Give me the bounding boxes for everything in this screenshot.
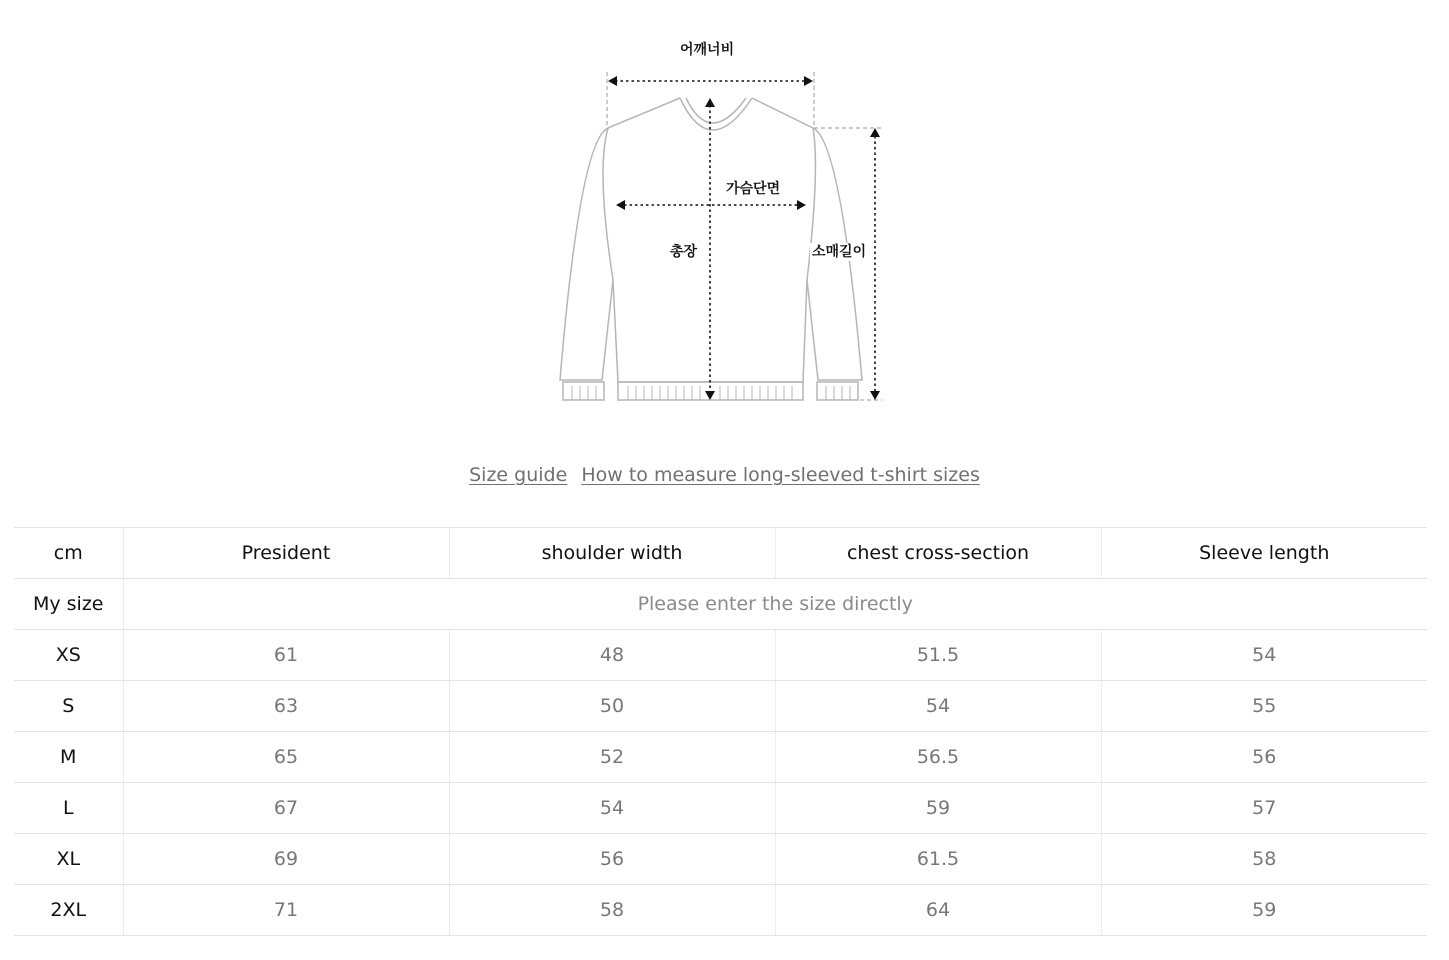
table-cell: 59	[775, 783, 1101, 834]
sleeve-length-label: 소매길이	[812, 244, 867, 260]
table-cell: 65	[123, 732, 449, 783]
size-label: M	[14, 732, 123, 783]
table-cell: 56	[449, 834, 775, 885]
table-cell: 61	[123, 630, 449, 681]
table-cell: 71	[123, 885, 449, 936]
table-cell: 51.5	[775, 630, 1101, 681]
my-size-row	[14, 579, 1427, 630]
table-cell: 54	[1101, 630, 1427, 681]
size-guide-links	[0, 464, 1449, 486]
table-cell: 64	[775, 885, 1101, 936]
table-header-row	[14, 528, 1427, 579]
long-sleeve-tshirt-illustration	[540, 30, 910, 420]
size-label: S	[14, 681, 123, 732]
table-row	[14, 681, 1427, 732]
total-length-header: President	[123, 528, 449, 579]
table-cell: 55	[1101, 681, 1427, 732]
chest-width-label: 가슴단면	[726, 181, 781, 197]
table-cell: 61.5	[775, 834, 1101, 885]
size-chart-table	[14, 527, 1427, 936]
table-cell: 54	[775, 681, 1101, 732]
how-to-measure-link[interactable]: How to measure long-sleeved t-shirt sizes	[581, 464, 980, 486]
table-cell: 56.5	[775, 732, 1101, 783]
table-cell: 57	[1101, 783, 1427, 834]
my-size-label: My size	[14, 579, 123, 630]
table-cell: 67	[123, 783, 449, 834]
size-guide-link[interactable]: Size guide	[469, 464, 568, 486]
table-cell: 52	[449, 732, 775, 783]
table-cell: 58	[449, 885, 775, 936]
shoulder-width-header: shoulder width	[449, 528, 775, 579]
table-cell: 48	[449, 630, 775, 681]
unit-header: cm	[14, 528, 123, 579]
table-row	[14, 885, 1427, 936]
garment-measurement-diagram	[540, 30, 910, 420]
total-length-label: 총장	[670, 244, 698, 260]
table-row	[14, 732, 1427, 783]
shoulder-width-label: 어깨너비	[680, 42, 735, 58]
table-cell: 54	[449, 783, 775, 834]
size-label: L	[14, 783, 123, 834]
my-size-input[interactable]: Please enter the size directly	[123, 579, 1427, 630]
chest-header: chest cross-section	[775, 528, 1101, 579]
size-label: 2XL	[14, 885, 123, 936]
size-label: XL	[14, 834, 123, 885]
table-cell: 58	[1101, 834, 1427, 885]
size-label: XS	[14, 630, 123, 681]
table-row	[14, 630, 1427, 681]
table-cell: 59	[1101, 885, 1427, 936]
table-cell: 56	[1101, 732, 1427, 783]
sleeve-length-header: Sleeve length	[1101, 528, 1427, 579]
table-row	[14, 783, 1427, 834]
table-cell: 63	[123, 681, 449, 732]
table-row	[14, 834, 1427, 885]
table-cell: 69	[123, 834, 449, 885]
table-cell: 50	[449, 681, 775, 732]
